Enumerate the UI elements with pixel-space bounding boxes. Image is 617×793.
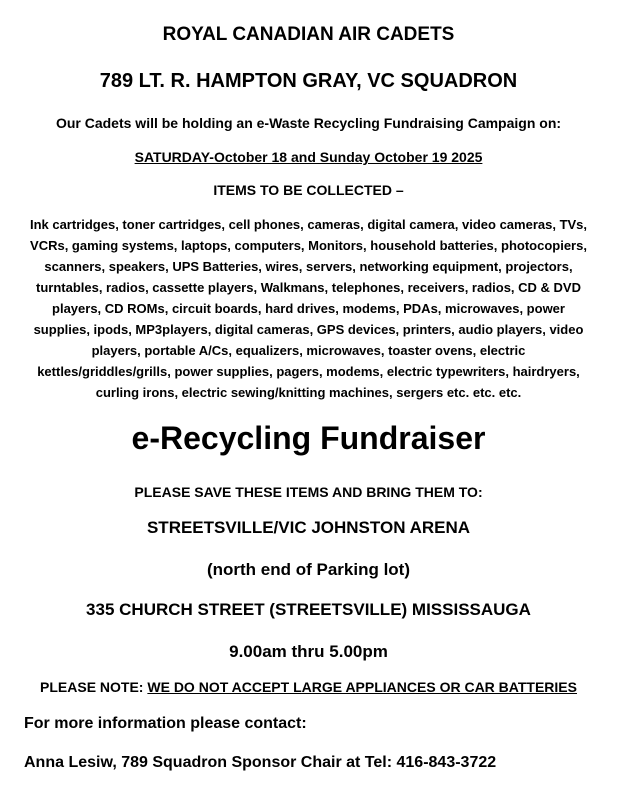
squadron-title: 789 LT. R. HAMPTON GRAY, VC SQUADRON <box>99 70 518 92</box>
intro-text: Our Cadets will be holding an e-Waste Recycling Fundraising Campaign on: <box>55 115 562 131</box>
headline: e-Recycling Fundraiser <box>131 420 486 456</box>
items-heading: ITEMS TO BE COLLECTED – <box>213 182 404 198</box>
event-dates: SATURDAY-October 18 and Sunday October 19 2025 <box>134 149 483 165</box>
venue-note: (north end of Parking lot) <box>206 560 411 579</box>
venue-name: STREETSVILLE/VIC JOHNSTON ARENA <box>146 518 471 537</box>
venue-address: 335 CHURCH STREET (STREETSVILLE) MISSISSAUGA <box>86 600 531 619</box>
save-instructions: PLEASE SAVE THESE ITEMS AND BRING THEM TO: <box>134 484 483 500</box>
info-line: For more information please contact: <box>24 715 307 732</box>
contact-line: Anna Lesiw, 789 Squadron Sponsor Chair at Tel: 416-843-3722 <box>24 754 497 771</box>
notice-label: PLEASE NOTE: <box>40 679 148 695</box>
notice <box>0 679 617 695</box>
items-list: Ink cartridges, toner cartridges, cell phones, cameras, digital camera, video cameras, TVs, VCRs, gaming systems, laptops, computers, Monitors, household batteries, photocopiers, scanners, speakers, UPS Batteries, wires, servers, networking equipment, projectors, turntables, radios, cassette players, Walkmans, telephones, receivers, radios, CD & DVD players, CD ROMs, circuit boards, hard drives, modems, PDAs, microwaves, power supplies, ipods, MP3players, digital cameras, GPS devices, printers, audio players, video players, portable A/Cs, equalizers, microwaves, toaster ovens, electric kettles/griddles/grills, power supplies, pagers, modems, electric typewriters, hairdryers, curling irons, electric sewing/knitting machines, sergers etc. etc. etc. <box>29 217 588 400</box>
org-title: ROYAL CANADIAN AIR CADETS <box>162 24 455 45</box>
event-hours: 9.00am thru 5.00pm <box>229 642 388 661</box>
notice-text: WE DO NOT ACCEPT LARGE APPLIANCES OR CAR BATTERIES <box>147 679 577 695</box>
